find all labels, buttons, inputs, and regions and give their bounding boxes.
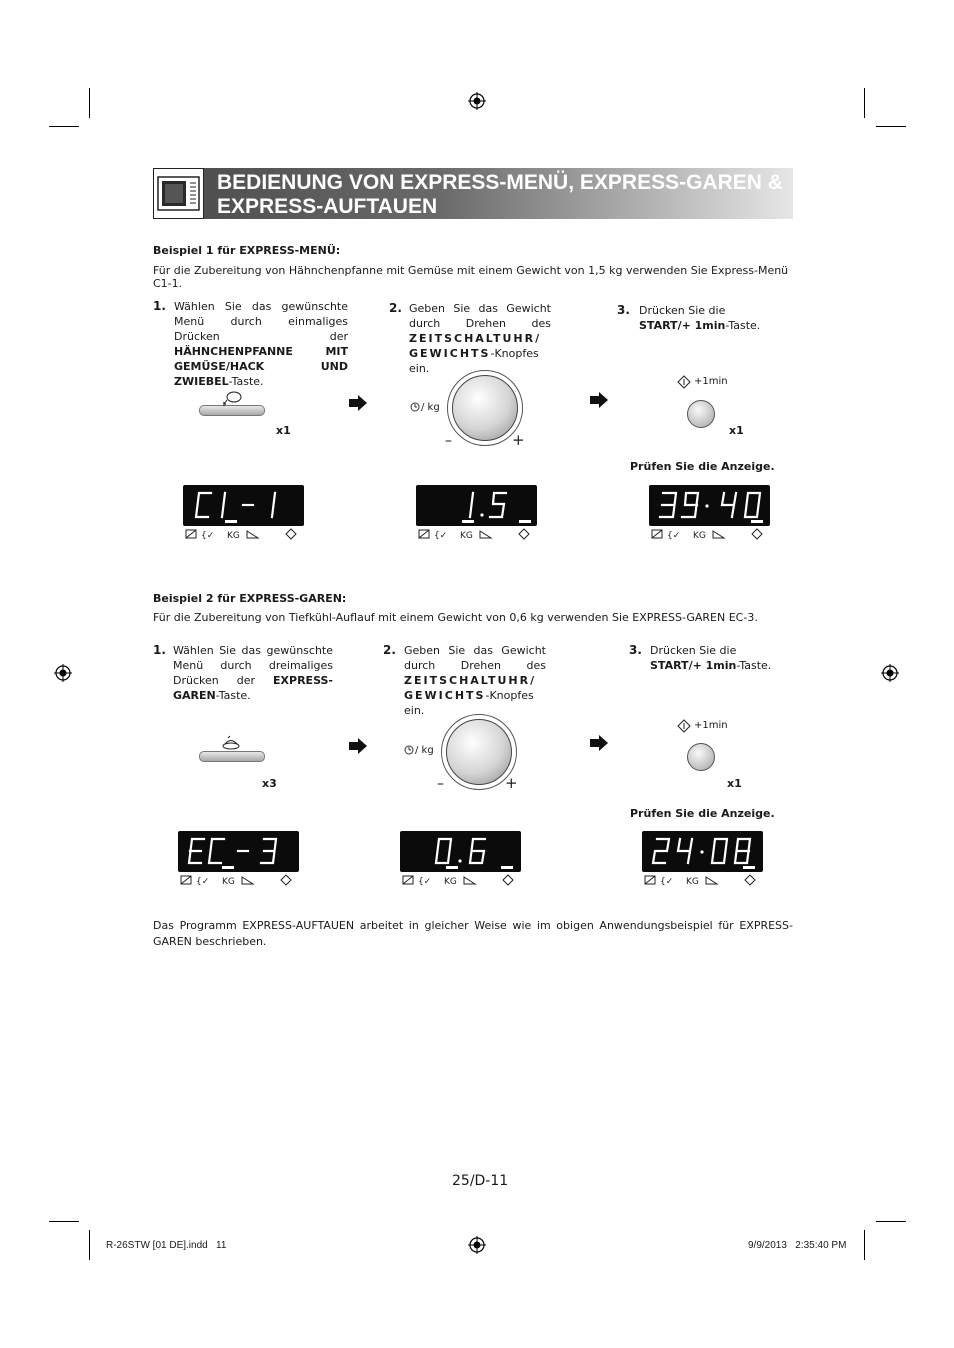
step-text-end: -Knopfes ein. bbox=[409, 347, 539, 375]
chicken-icon bbox=[223, 388, 243, 406]
svg-text:KG: KG bbox=[693, 531, 706, 541]
example2-step3 bbox=[629, 643, 799, 673]
svg-text:KG: KG bbox=[686, 877, 699, 887]
clock-icon bbox=[404, 745, 414, 755]
step-key: EXPRESS-GAREN bbox=[173, 674, 333, 702]
page-title: BEDIENUNG VON EXPRESS-MENÜ, EXPRESS-GAREN & EXPRESS-AUFTAUEN bbox=[217, 171, 783, 218]
example2-step1 bbox=[153, 643, 333, 703]
registration-mark-icon bbox=[468, 1236, 486, 1254]
express-cook-button[interactable] bbox=[199, 751, 265, 762]
press-count: x1 bbox=[729, 424, 744, 437]
step-number: 3. bbox=[617, 303, 630, 317]
svg-text:KG: KG bbox=[222, 877, 235, 887]
knob-plus: + bbox=[505, 774, 518, 792]
step-text-end: -Taste. bbox=[228, 375, 264, 388]
step-key: START/+ 1min bbox=[650, 659, 737, 672]
example2-label: Beispiel 2 für EXPRESS-GAREN: bbox=[153, 592, 347, 605]
page-number: 25/D-11 bbox=[452, 1173, 509, 1189]
lcd-display bbox=[400, 831, 521, 872]
press-count: x1 bbox=[727, 777, 742, 790]
arrow-right-icon bbox=[349, 738, 367, 754]
crop-mark bbox=[89, 1230, 90, 1260]
knob-plus: + bbox=[512, 431, 525, 449]
step-text: Drücken Sie die bbox=[639, 304, 726, 317]
lcd-display bbox=[416, 485, 537, 526]
svg-text:{✓: {✓ bbox=[434, 531, 448, 541]
svg-text:{✓: {✓ bbox=[418, 877, 432, 887]
svg-text:{✓: {✓ bbox=[660, 877, 674, 887]
lcd-display bbox=[649, 485, 770, 526]
crop-mark bbox=[89, 88, 90, 118]
start-button[interactable] bbox=[687, 743, 715, 771]
knob-label: / kg bbox=[415, 745, 434, 756]
lcd-kg-label: KG bbox=[227, 531, 240, 541]
step-number: 3. bbox=[629, 643, 642, 657]
step-text-end: -Taste. bbox=[215, 689, 251, 702]
microwave-icon bbox=[153, 168, 204, 219]
step-key: ZEITSCHALTUHR/ GEWICHTS bbox=[409, 332, 542, 360]
start-label: +1min bbox=[694, 720, 728, 731]
crop-mark bbox=[864, 1230, 865, 1260]
start-diamond-icon bbox=[677, 375, 691, 389]
start-label: +1min bbox=[694, 376, 728, 387]
example1-step2 bbox=[389, 301, 551, 376]
knob-label: / kg bbox=[421, 402, 440, 413]
lcd-display bbox=[178, 831, 299, 872]
lcd-indicators bbox=[178, 873, 299, 887]
lcd-indicators bbox=[183, 527, 304, 541]
example1-label: Beispiel 1 für EXPRESS-MENÜ: bbox=[153, 244, 341, 257]
lcd-indicators bbox=[400, 873, 521, 887]
clock-icon bbox=[410, 402, 420, 412]
arrow-right-icon bbox=[590, 735, 608, 751]
step-text: Drücken Sie die bbox=[650, 644, 737, 657]
step-text: Wählen Sie das gewünschte Menü durch einmaliges Drücken der bbox=[174, 300, 348, 343]
footer-file-info: R-26STW [01 DE].indd 11 bbox=[106, 1240, 227, 1251]
example1-step3 bbox=[617, 303, 797, 333]
example2-step2 bbox=[383, 643, 546, 718]
press-count: x3 bbox=[262, 777, 277, 790]
start-diamond-icon bbox=[677, 719, 691, 733]
step-text-end: -Taste. bbox=[736, 659, 772, 672]
crop-mark bbox=[876, 1221, 906, 1222]
example1-step1 bbox=[153, 299, 348, 389]
svg-text:KG: KG bbox=[444, 877, 457, 887]
step-text: Geben Sie das Gewicht durch Drehen des bbox=[404, 644, 546, 672]
casserole-icon bbox=[220, 735, 242, 751]
step-key: START/+ 1min bbox=[639, 319, 726, 332]
svg-text:KG: KG bbox=[460, 531, 473, 541]
chicken-pan-button[interactable] bbox=[199, 405, 265, 416]
press-count: x1 bbox=[276, 424, 291, 437]
step-number: 1. bbox=[153, 299, 166, 313]
lcd-indicators bbox=[642, 873, 763, 887]
crop-mark bbox=[876, 126, 906, 127]
lcd-indicators bbox=[649, 527, 770, 541]
step-key: ZEITSCHALTUHR/ GEWICHTS bbox=[404, 674, 537, 702]
step-text-end: -Taste. bbox=[725, 319, 761, 332]
registration-mark-icon bbox=[881, 664, 899, 682]
crop-mark bbox=[49, 126, 79, 127]
registration-mark-icon bbox=[468, 92, 486, 110]
step-text: Wählen Sie das gewünschte Menü durch dreimaliges Drücken der bbox=[173, 644, 333, 687]
lcd-display bbox=[642, 831, 763, 872]
step-number: 2. bbox=[389, 301, 402, 315]
arrow-right-icon bbox=[590, 392, 608, 408]
step-text: Geben Sie das Gewicht durch Drehen des bbox=[409, 302, 551, 330]
example2-intro: Für die Zubereitung von Tiefkühl-Auflauf mit einem Gewicht von 0,6 kg verwenden Sie EXPRESS-GAREN EC-3. bbox=[153, 611, 758, 624]
arrow-right-icon bbox=[349, 395, 367, 411]
closing-paragraph: Das Programm EXPRESS-AUFTAUEN arbeitet in gleicher Weise wie im obigen Anwendungsbeispiel für EXPRESS-GAREN beschrieben. bbox=[153, 919, 793, 948]
registration-mark-icon bbox=[54, 664, 72, 682]
footer-timestamp: 9/9/2013 2:35:40 PM bbox=[748, 1240, 847, 1251]
crop-mark bbox=[49, 1221, 79, 1222]
step-text-end: -Knopfes ein. bbox=[404, 689, 534, 717]
section-header bbox=[153, 168, 793, 219]
check-display-label: Prüfen Sie die Anzeige. bbox=[630, 460, 775, 473]
svg-text:{✓: {✓ bbox=[201, 531, 215, 541]
knob-minus: – bbox=[445, 433, 452, 449]
example1-intro: Für die Zubereitung von Hähnchenpfanne mit Gemüse mit einem Gewicht von 1,5 kg verwenden Sie Express-Menü C1-1. bbox=[153, 264, 789, 290]
svg-text:{✓: {✓ bbox=[667, 531, 681, 541]
lcd-indicators bbox=[416, 527, 537, 541]
knob-minus: – bbox=[437, 776, 444, 792]
crop-mark bbox=[864, 88, 865, 118]
step-number: 1. bbox=[153, 643, 166, 657]
lcd-digits-c1-1 bbox=[183, 485, 304, 526]
step-key: HÄHNCHENPFANNE MIT GEMÜSE/HACK UND ZWIEBEL bbox=[174, 345, 348, 388]
step-number: 2. bbox=[383, 643, 396, 657]
svg-text:{✓: {✓ bbox=[196, 877, 210, 887]
check-display-label: Prüfen Sie die Anzeige. bbox=[630, 807, 775, 820]
lcd-display bbox=[183, 485, 304, 526]
start-button[interactable] bbox=[687, 400, 715, 428]
